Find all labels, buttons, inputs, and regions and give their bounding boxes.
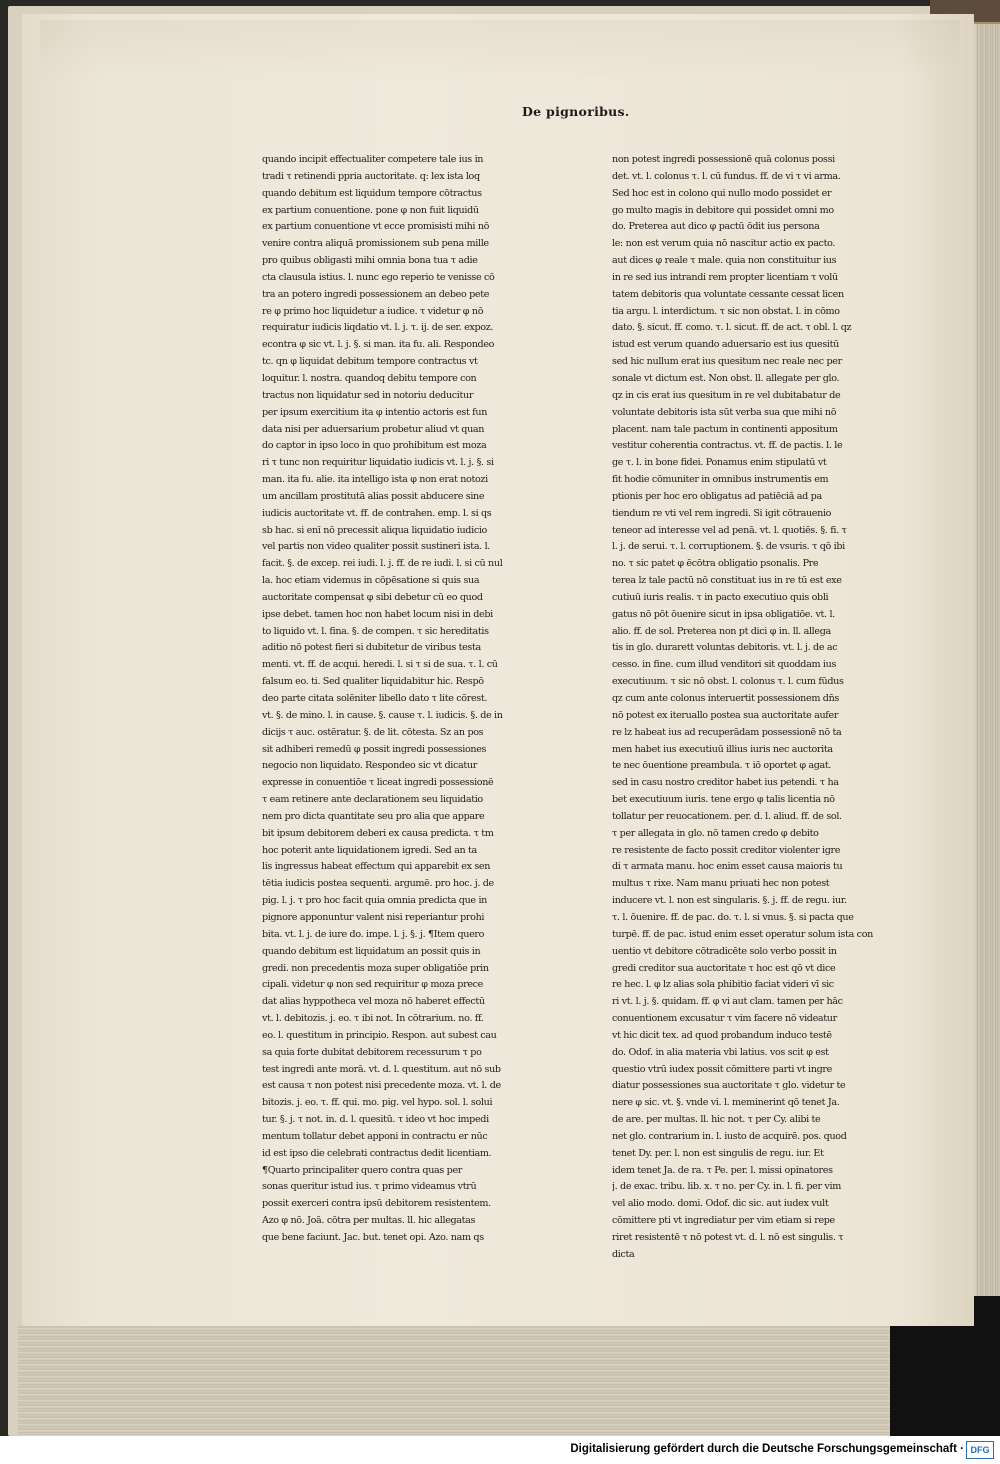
text-line: tur. §. j. τ not. in. d. l. quesitū. τ ideo vt hoc impedi	[262, 1114, 489, 1126]
text-line: te nec ōuentione preambula. τ iō oportet φ agat.	[612, 760, 832, 772]
text-line: gredi creditor sua auctoritate τ hoc est qō vt dice	[612, 962, 836, 974]
text-line: eo. l. questitum in principio. Respon. aut subest cau	[262, 1029, 497, 1041]
text-line: test ingredi ante morā. vt. d. l. questitum. aut nō sub	[262, 1063, 501, 1075]
text-line: re hec. l. φ lz alias sola phibitio faciat videri vī sic	[612, 979, 834, 991]
text-line: sed in casu nostro creditor habet ius petendi. τ ha	[612, 777, 839, 789]
text-line: facit. §. de excep. rei iudi. l. j. ff. de re iudi. l. si cū nul	[262, 558, 503, 570]
text-line: est causa τ non potest nisi precedente moza. vt. l. de	[262, 1080, 501, 1092]
text-line: ptionis per hoc ero obligatus ad patiēciā ad pa	[612, 490, 822, 502]
text-line: diatur possessiones sua auctoritate τ glo. videtur te	[612, 1080, 846, 1092]
text-line: tētia iudicis postea sequenti. argumē. pro hoc. j. de	[262, 878, 494, 890]
text-line: l. j. de serui. τ. l. corruptionem. §. de vsuris. τ qō ibi	[612, 541, 845, 553]
text-line: expresse in conuentiōe τ liceat ingredi possessionē	[262, 777, 494, 789]
text-line: do. Preterea aut dico φ pactū ōdit ius persona	[612, 221, 820, 233]
text-line: tiendum re vti vel rem ingredi. Si igit cōtrauenio	[612, 507, 832, 519]
text-line: tia argu. l. interdictum. τ sic non obstat. l. in cōmo	[612, 305, 840, 317]
text-line: cipali. videtur φ non sed requiritur φ moza prece	[262, 979, 484, 991]
text-line: quando debitum est liquidum tempore cōtractus	[262, 187, 482, 199]
text-line: sonas queritur istud ius. τ primo videamus vtrū	[262, 1181, 477, 1193]
text-line: dato. §. sicut. ff. como. τ. l. sicut. ff. de act. τ obl. l. qz	[612, 322, 852, 334]
text-line: conuentionem excusatur τ vim facere nō videatur	[612, 1013, 837, 1025]
text-line: vt. §. de mino. l. in cause. §. cause τ. l. iudicis. §. de in	[262, 709, 503, 721]
text-line: menti. vt. ff. de acqui. heredi. l. si τ si de sua. τ. l. cū	[262, 659, 498, 671]
text-line: multus τ rixe. Nam manu priuati hec non potest	[612, 878, 830, 890]
text-line: econtra φ sic vt. l. j. §. si man. ita fu. ali. Respondeo	[262, 339, 495, 351]
text-line: loquitur. l. nostra. quandoq debitu tempore con	[262, 372, 477, 384]
text-line: tis in glo. durarett voluntas debitoris. vt. l. j. de ac	[612, 642, 838, 654]
text-line: tradi τ retinendi ppria auctoritate. q: lex ista loq	[262, 170, 480, 182]
text-line: alio. ff. de sol. Preterea non pt dici φ in. ll. allega	[612, 625, 831, 637]
text-line: nō potest ex iteruallo postea sua auctoritate aufer	[612, 709, 839, 721]
text-line: dicta	[612, 1248, 635, 1260]
text-line: requiratur iudicis liqdatio vt. l. j. τ. ij. de ser. expoz.	[262, 322, 494, 334]
text-line: mentum tollatur debet apponi in contractu er nūc	[262, 1130, 488, 1142]
text-line: cta clausula istius. l. nunc ego reperio te venisse cō	[262, 271, 495, 283]
text-line: di τ armata manu. hoc enim esset causa maioris tu	[612, 861, 843, 873]
text-line: go multo magis in debitore qui possidet omni mo	[612, 204, 834, 216]
text-line: la. hoc etiam videmus in cōpēsatione si quis sua	[262, 575, 480, 587]
text-line: deo parte citata solēniter libello dato τ lite cōrest.	[262, 693, 488, 704]
text-column-right	[612, 152, 880, 1264]
text-line: gredi. non precedentis moza super obligatiōe prin	[262, 962, 489, 974]
text-line: executiuum. τ sic nō obst. l. colonus τ. l. cum fūdus	[612, 676, 844, 688]
text-line: men habet ius executiuū illius iuris nec auctorita	[612, 743, 833, 755]
text-line: τ eam retinere ante declarationem seu liquidatio	[262, 794, 483, 806]
text-line: lis ingressus habeat effectum qui apparebit ex sen	[262, 861, 491, 873]
text-line: sb hac. si enī nō precessit aliqua liquidatio iudicio	[262, 524, 487, 536]
text-line: fit hodie cōmuniter in omnibus instrumentis em	[612, 474, 829, 486]
text-line: idem tenet Ja. de ra. τ Pe. per. l. missi opinatores	[612, 1164, 833, 1176]
text-line: falsum eo. ti. Sed qualiter liquidabitur hic. Respō	[262, 676, 484, 688]
text-line: qz cum ante colonus interuertit possessionem dn̄s	[612, 693, 839, 704]
text-line: dat alias hyppotheca vel moza nō haberet effectū	[262, 996, 485, 1008]
text-line: pro quibus obligasti mihi omnia bona tua τ adie	[262, 255, 478, 267]
text-line: quando incipit effectualiter competere tale ius in	[262, 154, 484, 165]
text-line: in re sed ius intrandi rem propter licentiam τ volū	[612, 271, 838, 283]
text-line: data nisi per aduersarium probetur aliud vt quan	[262, 423, 485, 435]
text-line: teneor ad interesse vel ad penā. vt. l. quotiēs. §. fi. τ	[612, 524, 847, 536]
text-line: terea lz tale pactū nō constituat ius in re tū est exe	[612, 575, 842, 587]
text-line: tollatur per reuocationem. per. d. l. aliud. ff. de sol.	[612, 810, 842, 822]
text-line: riret resistentē τ nō potest vt. d. l. nō est singulis. τ	[612, 1232, 844, 1243]
text-line: uentio vt debitore cōtradicēte solo verbo possit in	[612, 945, 837, 957]
text-line: pignore apponuntur valent nisi reperiantur prohi	[262, 911, 485, 923]
text-line: ri τ tunc non requiritur liquidatio iudicis vt. l. j. §. si	[262, 457, 494, 469]
text-line: tenet Dy. per. l. non est singulis de regu. iur. Et	[612, 1147, 824, 1159]
text-line: bitozis. j. eo. τ. ff. qui. mo. pig. vel hypo. sol. l. solui	[262, 1097, 493, 1109]
text-line: to liquido vt. l. fina. §. de compen. τ sic hereditatis	[262, 625, 489, 637]
text-line: bit ipsum debitorem deberi ex causa predicta. τ tm	[262, 827, 494, 839]
text-line: gatus nō pōt ōuenire sicut in ipsa obligatiōe. vt. l.	[612, 608, 835, 620]
dfg-logo: DFG	[966, 1441, 994, 1459]
text-line: det. vt. l. colonus τ. l. cū fundus. ff. de vi τ vi arma.	[612, 170, 841, 182]
text-line: voluntate debitoris ista sūt verba sua que mihi nō	[612, 406, 837, 418]
text-line: tra an potero ingredi possessionem an debeo pete	[262, 288, 490, 300]
text-line: cutiuū iuris realis. τ in pacto executiuo quis obli	[612, 591, 829, 603]
text-line: ex partium conuentione. pone φ non fuit liquidū	[262, 204, 479, 216]
text-line: cōmittere pti vt ingrediatur per vim etiam si repe	[612, 1215, 835, 1227]
text-line: quando debitum est liquidatum an possit quis in	[262, 945, 481, 957]
text-line: iudicis auctoritate vt. ff. de contrahen. emp. l. si qs	[262, 507, 492, 519]
text-line: re lz habeat ius ad recuperādam possessionē nō ta	[612, 726, 842, 738]
text-column-left	[262, 152, 530, 1247]
text-line: vel alio modo. domi. Odof. dic sic. aut iudex vult	[612, 1198, 829, 1210]
text-line: τ per allegata in glo. nō tamen credo φ debito	[612, 827, 819, 839]
text-line: man. ita fu. alie. ita intelligo ista φ non erat notozi	[262, 474, 488, 486]
text-line: turpē. ff. de pac. istud enim esset operatur solum ista con	[612, 928, 873, 940]
text-line: sed hic nullum erat ius quesitum nec reale nec per	[612, 356, 842, 368]
text-line: Sed hoc est in colono qui nullo modo possidet er	[612, 187, 832, 199]
text-line: vt. l. debitozis. j. eo. τ ibi not. In cōtrarium. no. ff.	[262, 1013, 484, 1025]
text-line: bita. vt. l. j. de iure do. impe. l. j. §. j. ¶Item quero	[262, 928, 485, 940]
text-line: ipse debet. tamen hoc non habet locum nisi in debi	[262, 608, 493, 620]
text-line: dicijs τ auc. ostēratur. §. de lit. cōtesta. Sz an pos	[262, 726, 484, 738]
text-line: placent. nam tale pactum in continenti appositum	[612, 423, 838, 435]
text-line: net glo. contrarium in. l. iusto de acquirē. pos. quod	[612, 1130, 847, 1142]
page-stack-right-edge	[976, 10, 1000, 1300]
text-line: de are. per multas. ll. hic not. τ per Cy. alibi te	[612, 1114, 821, 1126]
text-line: non potest ingredi possessionē quā colonus possi	[612, 154, 835, 165]
text-line: aut dices φ reale τ male. quia non constituitur ius	[612, 255, 837, 267]
text-line: venire contra aliquā promissionem sub pena mille	[262, 238, 489, 250]
text-line: ¶Quarto principaliter quero contra quas per	[262, 1164, 463, 1176]
text-line: id est ipso die celebrati contractus dedit licentiam.	[262, 1147, 492, 1159]
text-line: auctoritate compensat φ sibi debetur cū eo quod	[262, 591, 483, 603]
text-line: tc. qn φ liquidat debitum tempore contractus vt	[262, 356, 478, 368]
text-line: hoc poterit ante liquidationem igredi. Sed an ta	[262, 844, 477, 856]
text-line: pig. l. j. τ pro hoc facit quia omnia predicta que in	[262, 895, 487, 907]
text-line: um ancillam prostitutā alias possit abducere sine	[262, 490, 485, 502]
text-line: sa quia forte dubitat debitorem recessurum τ po	[262, 1046, 482, 1058]
page-stain	[40, 20, 960, 80]
text-line: vel partis non video qualiter possit sustineri ista. l.	[262, 541, 491, 553]
text-line: tatem debitoris qua voluntate cessante cessat licen	[612, 288, 844, 300]
text-line: questio vtrū iudex possit cōmittere parti vt ingre	[612, 1063, 832, 1075]
text-line: ex partium conuentione vt ecce promisisti mihi nō	[262, 221, 490, 233]
running-head: De pignoribus.	[522, 104, 630, 119]
text-line: bet executiuum iuris. tene ergo φ talis licentia nō	[612, 794, 835, 806]
text-line: inducere vt. l. non est singularis. §. j. ff. de regu. iur.	[612, 895, 847, 907]
text-line: istud est verum quando aduersario est ius quesitū	[612, 339, 839, 351]
text-line: que bene faciunt. Jac. but. tenet opi. Azo. nam qs	[262, 1232, 484, 1243]
text-line: ri vt. l. j. §. quidam. ff. φ vi aut clam. tamen per hāc	[612, 996, 843, 1008]
text-line: le: non est verum quia nō nascitur actio ex pacto.	[612, 238, 836, 250]
text-line: qz in cis erat ius quesitum in re vel dubitabatur de	[612, 389, 841, 401]
text-line: no. τ sic patet φ ēcōtra obligatio psonalis. Pre	[612, 558, 819, 570]
text-line: nere φ sic. vt. §. vnde vi. l. meminerint qō tenet Ja.	[612, 1097, 840, 1109]
text-line: sonale vt dictum est. Non obst. ll. allegate per glo.	[612, 372, 840, 384]
text-line: τ. l. ōuenire. ff. de pac. do. τ. l. si vnus. §. si pacta que	[612, 911, 854, 923]
text-line: aditio nō potest fieri si dubitetur de viribus testa	[262, 642, 481, 654]
text-line: nem pro dicta quantitate seu pro alia que appare	[262, 810, 485, 822]
text-line: tractus non liquidatur sed in notoriu deducitur	[262, 389, 474, 401]
text-line: Azo φ nō. Joā. cōtra per multas. ll. hic allegatas	[262, 1215, 476, 1227]
page-stack-bottom-edge	[18, 1325, 980, 1435]
text-line: sit adhiberi remedū φ possit ingredi possessiones	[262, 743, 487, 755]
text-line: do. Odof. in alia materia vbi latius. vos scit φ est	[612, 1046, 829, 1058]
text-line: possit exerceri contra ipsū debitorem resistentem.	[262, 1198, 491, 1210]
funding-notice: Digitalisierung gefördert durch die Deutsche Forschungsgemeinschaft ·	[570, 1443, 964, 1455]
text-line: per ipsum exercitium ita φ intentio actoris est fun	[262, 406, 488, 418]
text-line: re φ primo hoc liquidetur a iudice. τ videtur φ nō	[262, 305, 484, 317]
text-line: negocio non liquidato. Respondeo sic vt dicatur	[262, 760, 477, 772]
text-line: j. de exac. tribu. lib. x. τ no. per Cy. in. l. fi. per vim	[612, 1181, 841, 1193]
text-line: vestitur coherentia contractus. vt. ff. de pactis. l. le	[612, 440, 843, 452]
text-line: vt hic dicit tex. ad quod probandum induco testē	[612, 1029, 832, 1041]
text-line: re resistente de facto possit creditor violenter igre	[612, 844, 841, 856]
text-line: do captor in ipso loco in quo prohibitum est moza	[262, 440, 487, 452]
text-line: cesso. in fine. cum illud venditori sit quoddam ius	[612, 659, 837, 671]
text-line: ge τ. l. in bone fidei. Ponamus enim stipulatū vt	[612, 457, 827, 469]
